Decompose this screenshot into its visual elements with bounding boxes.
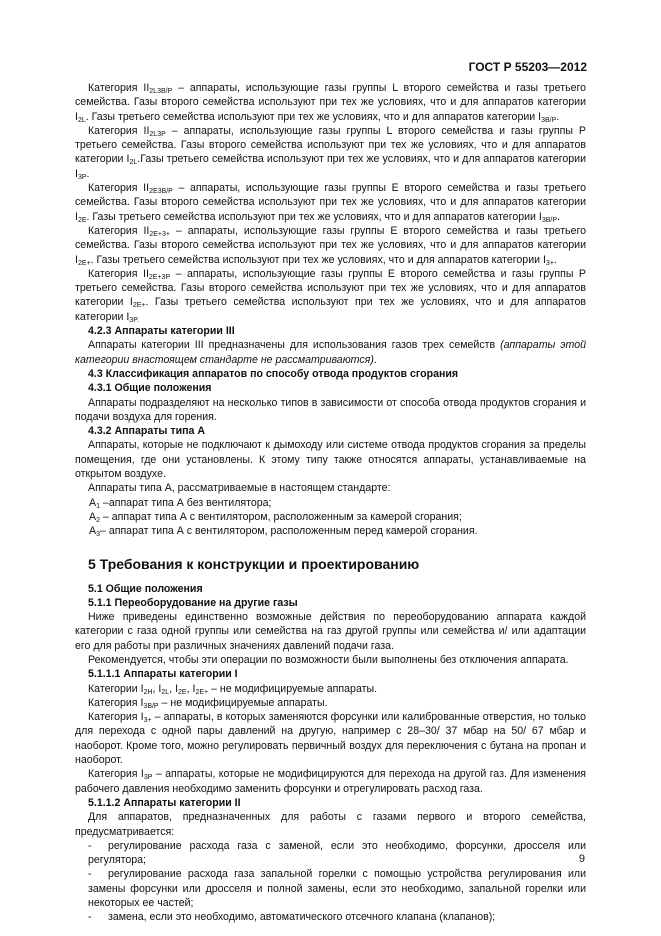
paragraph-cat-ii-intro: Для аппаратов, предназначенных для работы с газами первого и второго семейства, предусматривается: <box>75 811 586 838</box>
paragraph-general: Аппараты подразделяют на несколько типов в зависимости от способа отвода продуктов сгорания и подачи воздуха для горения. <box>75 396 586 423</box>
paragraph-conversion: Ниже приведены единственно возможные действия по переоборудованию аппарата каждой категории с газа одной группы или семейства на газ другой группы или семейства и/ или адаптации его для работы при различных значениях давлений подачи газа. <box>75 611 586 652</box>
section-5-title: 5 Требования к конструкции и проектированию <box>88 555 420 572</box>
dash-item-1: - регулирование расхода газа с заменой, если это необходимо, форсунки, дросселя или регулятора; <box>88 839 586 867</box>
paragraph-recommendation: Рекомендуется, чтобы эти операции по возможности были выполнены без отключения аппарата. <box>88 653 569 666</box>
dash-item-2: - регулирование расхода газа запальной горелки с помощью устройства регулирования или замены форсунки или дросселя и полной замены, если это необходимо, запальной горелки или некоторых ее частей; <box>88 868 586 910</box>
list-item-a2: $А_2$ – аппарат типа А с вентилятором, расположенным за камерой сгорания; <box>89 510 462 524</box>
paragraph-type-a: Аппараты, которые не подключают к дымоходу или системе отвода продуктов сгорания за пределы помещения, где они установлены. К этому типу также относятся аппараты, устанавливаемые на открытом воздухе. <box>75 439 586 481</box>
paragraph-category-3: Аппараты категории III предназначены для использования газов трех семейств (аппараты этой категории внастоящем стандарте не рассматриваются). <box>75 339 586 366</box>
page-number: 9 <box>578 853 585 865</box>
heading-4-3-2: 4.3.2 Аппараты типа А <box>88 425 205 438</box>
document-header: ГОСТ Р 55203—2012 <box>468 60 587 74</box>
paragraph-category-2l3bp: Категория $II_{2L3B/P}$ – аппараты, использующие газы группы L второго семейства и газы третьего семейства. Газы второго семейства используют при тех же условиях, что и для аппаратов категории $I_{2L}$. Газы третьего семейства используют при тех же условиях, что и для аппаратов категории $I_{3B/P}$. <box>75 82 587 124</box>
heading-4-2-3: 4.2.3 Аппараты категории III <box>88 325 235 338</box>
dash-item-3: - замена, если это необходимо, автоматического отсечного клапана (клапанов); <box>88 911 496 924</box>
list-item-a1: $А_1$ –аппарат типа А без вентилятора; <box>89 496 272 510</box>
heading-4-3: 4.3 Классификация аппаратов по способу отвода продуктов сгорания <box>88 367 459 380</box>
paragraph-category-2e3plus: Категория $II_{2E+3+}$ – аппараты, использующие газы группы Е второго семейства и газы третьего семейства. Газы второго семейства используют при тех же условиях, что и для аппаратов категории $I_{2E+}$. Газы третьего семейства используют при тех же условиях, что и для аппаратов категории $I_{3+}$. <box>75 224 586 267</box>
heading-5-1: 5.1 Общие положения <box>88 582 203 595</box>
heading-4-3-1: 4.3.1 Общие положения <box>88 382 212 395</box>
heading-5-1-1-1: 5.1.1.1 Аппараты категории I <box>88 668 238 681</box>
paragraph-category-2l3p: Категория $II_{2L3P}$ – аппараты, использующие газы группы L второго семейства и газы группы Р третьего семейства. Газы второго семейства используют при тех же условиях, что и для аппаратов категории $I_{2L}.Газы$ третьего семейства используют при тех же условиях, что и для аппаратов категории $I_{3P}$. <box>75 124 586 181</box>
paragraph-cat-i-list: Категории $I_{2H}$, $I_{2L}$, $I_{2E}$, $I_{2E+}$ – не модифицируемые аппараты. <box>88 682 378 696</box>
list-item-a3: $А_3-$ аппарат типа А с вентилятором, расположенным перед камерой сгорания. <box>89 525 478 539</box>
paragraph-category-2e3p: Категория $II_{2E+3P}$ – аппараты, использующие газы группы Е второго семейства и газы группы Р третьего семейства. Газы второго семейства используют при тех же условиях, что и для аппаратов категории $I_{2E+}$. Газы третьего семейства используют при тех же условиях, что и для аппаратов категории $I_{3P.}$ <box>75 267 586 324</box>
paragraph-cat-3bp: Категория $I_{3B/P}$ – не модифицируемые аппараты. <box>88 696 328 710</box>
paragraph-type-a-list-intro: Аппараты типа А, рассматриваемые в настоящем стандарте: <box>88 482 391 495</box>
heading-5-1-1: 5.1.1 Переоборудование на другие газы <box>88 596 298 609</box>
paragraph-category-2e3bp: Категория $II_{2E3B/P}$ – аппараты, использующие газы группы Е второго семейства и газы третьего семейства. Газы второго семейства используют при тех же условиях, что и для аппаратов категории $I_{2E}$. Газы третьего семейства используют при тех же условиях, что и для аппаратов категории $I_{3B/P}$. <box>75 182 586 224</box>
paragraph-cat-3plus: Категория $I_{3+}$ – аппараты, в которых заменяются форсунки или калиброванные отверстия, но только для перехода с одной пары давлений на другую, например с 28–30/ 37 мбар на 50/ 67 мбар и наоборот. Кроме того, можно регулировать первичный воздух для переключения с бутана на пропан и наоборот. <box>75 711 586 767</box>
heading-5-1-1-2: 5.1.1.2 Аппараты категории II <box>88 796 241 809</box>
paragraph-cat-3p: Категория $I_{3P}$ – аппараты, которые не модифицируются для перехода на другой газ. Для изменения рабочего давления необходимо заменить форсунки и отрегулировать расход газа. <box>75 768 586 795</box>
page-body <box>75 81 586 925</box>
